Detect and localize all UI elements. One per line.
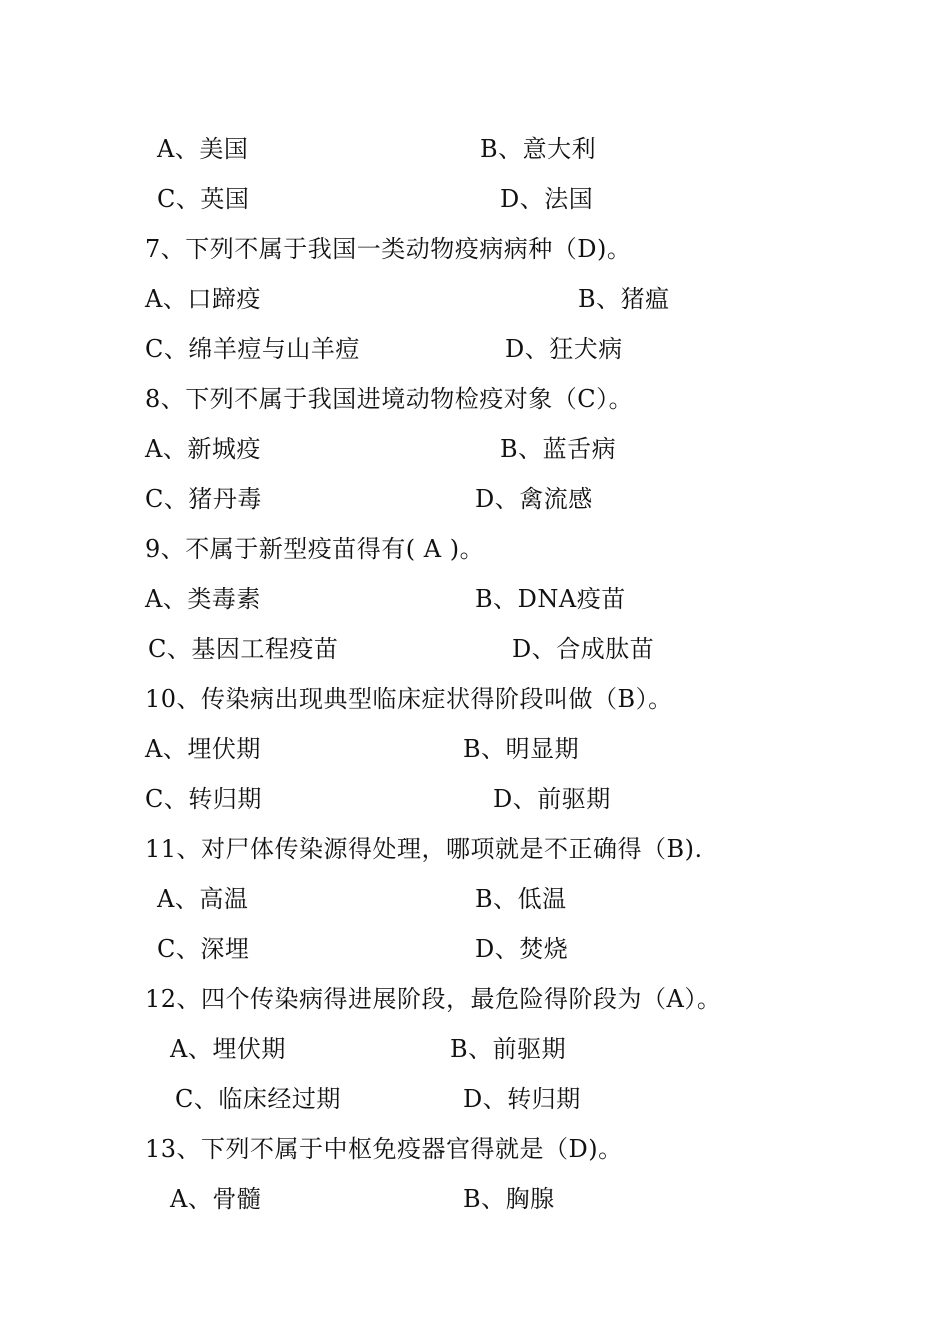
option-b: B、猪瘟 [578,285,670,313]
option-a: A、埋伏期 [145,735,261,763]
option-d: D、禽流感 [475,485,593,513]
option-c: C、转归期 [145,785,262,813]
option-b: B、前驱期 [450,1035,567,1063]
option-c: C、基因工程疫苗 [148,635,339,663]
option-b: B、蓝舌病 [500,435,617,463]
question-8: 8、下列不属于我国进境动物检疫对象（C）。 [145,385,634,413]
option-c: C、绵羊痘与山羊痘 [145,335,360,363]
question-10: 10、传染病出现典型临床症状得阶段叫做（B）。 [145,685,673,713]
option-d: D、转归期 [463,1085,581,1113]
option-c: C、英国 [157,185,250,213]
question-11: 11、对尸体传染源得处理，哪项就是不正确得（B). [145,835,703,863]
question-12: 12、四个传染病得进展阶段，最危险得阶段为（A）。 [145,985,722,1013]
option-b: B、胸腺 [463,1185,555,1213]
option-b: B、低温 [475,885,567,913]
question-7: 7、下列不属于我国一类动物疫病病种（D)。 [145,235,632,263]
option-d: D、焚烧 [475,935,569,963]
option-a: A、类毒素 [145,585,261,613]
option-b: B、DNA疫苗 [475,585,626,613]
option-a: A、骨髓 [170,1185,262,1213]
option-a: A、口蹄疫 [145,285,261,313]
option-c: C、临床经过期 [175,1085,341,1113]
option-d: D、法国 [500,185,594,213]
option-c: C、猪丹毒 [145,485,262,513]
option-a: A、美国 [157,135,249,163]
option-b: B、意大利 [480,135,597,163]
option-d: D、合成肽苗 [512,635,655,663]
option-a: A、高温 [157,885,249,913]
option-b: B、明显期 [463,735,580,763]
option-a: A、新城疫 [145,435,261,463]
option-d: D、狂犬病 [505,335,623,363]
option-d: D、前驱期 [493,785,611,813]
question-9: 9、不属于新型疫苗得有( A )。 [145,535,485,563]
option-c: C、深埋 [157,935,250,963]
option-a: A、埋伏期 [170,1035,286,1063]
question-13: 13、下列不属于中枢免疫器官得就是（D)。 [145,1135,623,1163]
